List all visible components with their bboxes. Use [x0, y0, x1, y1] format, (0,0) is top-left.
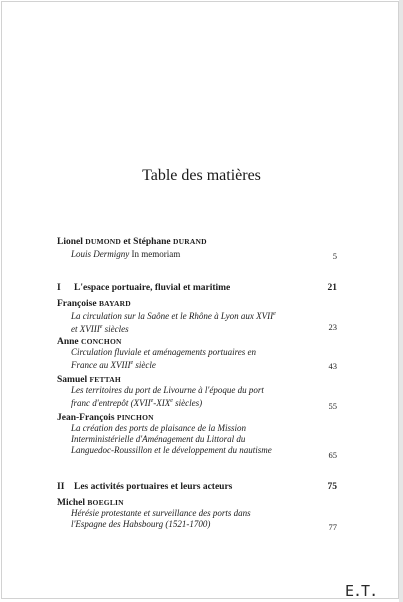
scan-edge — [399, 0, 403, 602]
toc-entry[interactable] — [57, 336, 337, 372]
entry-title: Les territoires du port de Livourne à l'époque du port franc d'entrepôt (XVIIe-XIXe siècles) — [71, 385, 264, 409]
page-title: Table des matières — [142, 167, 261, 184]
section-page-number: 21 — [327, 283, 337, 293]
entry-title: La circulation sur la Saône et le Rhône à Lyon aux XVIIe et XVIIIe siècles — [71, 311, 276, 335]
entry-page-number: 77 — [328, 522, 337, 532]
entry-author: Jean-François PINCHON — [57, 413, 154, 423]
entry-page-number: 5 — [332, 251, 337, 261]
entry-author: Samuel FETTAH — [57, 375, 121, 385]
entry-title: Hérésie protestante et surveillance des ports dans l'Espagne des Habsbourg (1521-1700) — [71, 508, 251, 530]
entry-author: Anne CONCHON — [57, 337, 122, 347]
entry-title: Louis Dermigny In memoriam — [71, 249, 181, 259]
section-page-number: 75 — [327, 482, 337, 492]
toc-entry[interactable] — [57, 412, 337, 462]
entry-page-number: 55 — [328, 401, 337, 411]
watermark: E.T. — [345, 582, 378, 600]
toc-entry[interactable] — [57, 497, 337, 533]
entry-page-number: 65 — [328, 450, 337, 460]
entry-title: La création des ports de plaisance de la Mission Interministérielle d'Aménagement du Littoral du Languedoc-Roussillon et le développement du nautisme — [71, 423, 272, 456]
toc-entry[interactable] — [57, 298, 337, 334]
toc-entry-intro[interactable] — [57, 236, 337, 264]
entry-title: Circulation fluviale et aménagements portuaires en France au XVIIIe siècle — [71, 347, 257, 371]
entry-page-number: 43 — [328, 361, 337, 371]
table-of-contents: Lionel DUMOND et Stéphane DURAND Louis Dermigny In memoriam 5 I L'espace portuaire, fluvial et maritime 21 Françoise BAYARD La circulation sur la Saône et le Rhône à Lyon aux XVIIe et XVIIIe siècles 23 Anne CONCHON Circulation fluviale et aménagements portuaires en France au XVIIIe siècle 43 Samuel FETTAH Les territoires du port de Livourne à l'époque du port franc d'entrepôt (XVIIe-XIXe siècles) 55 Jean-François PINCHON La création des ports de plaisance de la Mission Interministérielle d'Aménagement du Littoral du Languedoc-Roussillon et le développement du nautisme 65 II Les activités portuaires et leurs acteurs 75 Michel BOEGLIN Hérésie protestante et surveillance des ports dans l'Espagne des Habsbourg (1521-1700) 77 — [57, 237, 337, 532]
entry-page-number: 23 — [328, 322, 337, 332]
entry-author: Michel BOEGLIN — [57, 498, 124, 508]
author-surname: DUMOND — [85, 237, 122, 246]
toc-entry[interactable] — [57, 374, 337, 412]
entry-author: Françoise BAYARD — [57, 299, 131, 309]
entry-author: Lionel DUMOND et Stéphane DURAND — [57, 237, 207, 247]
